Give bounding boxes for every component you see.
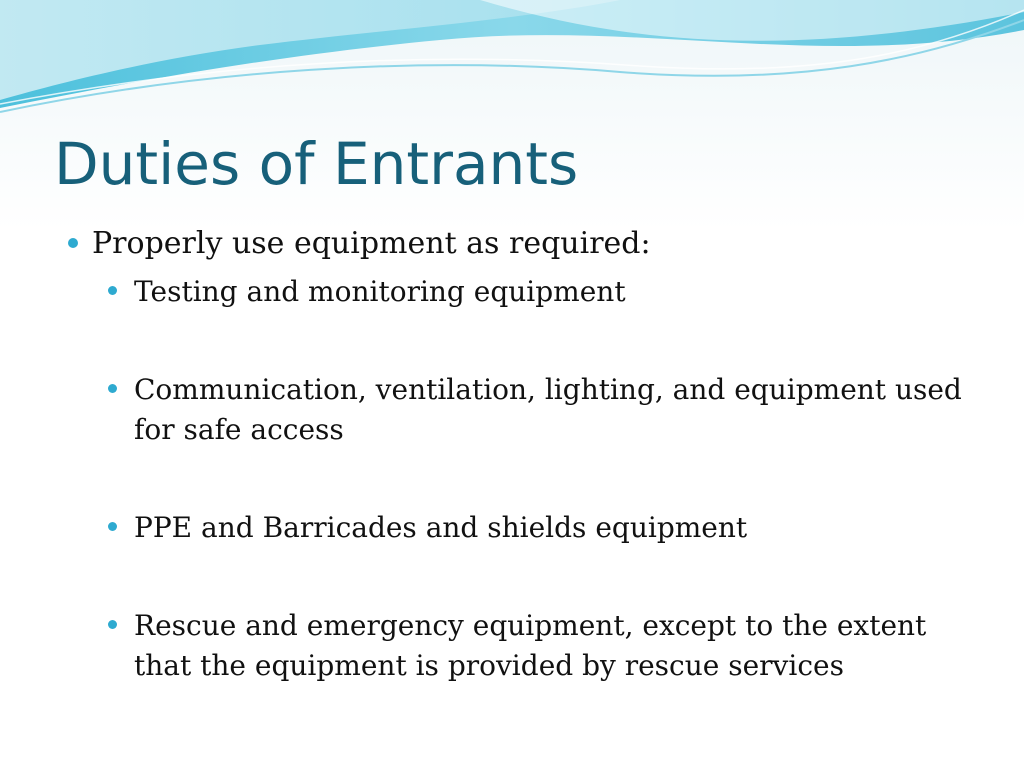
list-item-text: Testing and monitoring equipment xyxy=(134,275,626,308)
bullet-icon xyxy=(108,384,117,393)
list-item-text: PPE and Barricades and shields equipment xyxy=(134,511,748,544)
header-wave-decoration xyxy=(0,0,1024,130)
bullet-icon xyxy=(108,522,117,531)
bullet-icon xyxy=(108,286,117,295)
bullet-icon xyxy=(68,238,78,248)
bullet-icon xyxy=(108,620,117,629)
list-item-text: Communication, ventilation, lighting, and equipment used for safe access xyxy=(134,373,962,446)
list-item-text: Rescue and emergency equipment, except to the extent that the equipment is provided by rescue services xyxy=(134,609,927,682)
list-item xyxy=(64,222,964,266)
slide-title: Duties of Entrants xyxy=(54,130,579,198)
list-item xyxy=(64,606,964,686)
bullet-list xyxy=(64,222,964,686)
list-item-text: Properly use equipment as required: xyxy=(92,226,651,261)
list-item xyxy=(64,370,964,450)
list-item xyxy=(64,508,964,548)
list-item xyxy=(64,272,964,312)
